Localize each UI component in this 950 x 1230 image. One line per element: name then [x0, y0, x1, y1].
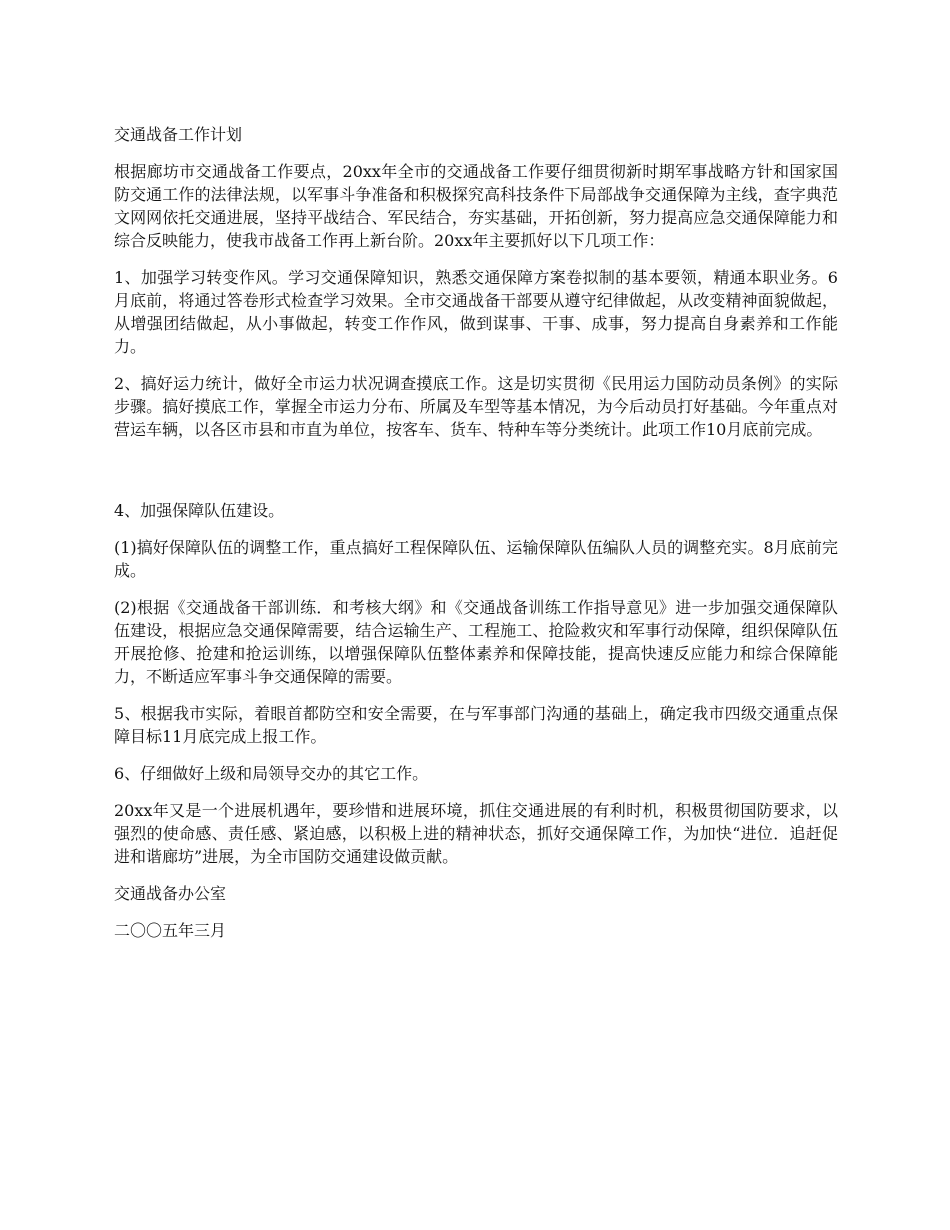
item-4-1-paragraph: (1)搞好保障队伍的调整工作，重点搞好工程保障队伍、运输保障队伍编队人员的调整充实。8月底前完成。: [114, 538, 838, 580]
item-4-2-paragraph: (2)根据《交通战备干部训练．和考核大纲》和《交通战备训练工作指导意见》进一步加强交通保障队伍建设，根据应急交通保障需要，结合运输生产、工程施工、抢险救灾和军事行动保障，组织保障队伍开展抢修、抢建和抢运训练，以增强保障队伍整体素养和保障技能，提高快速反应能力和综合保障能力，不断适应军事斗争交通保障的需要。: [114, 598, 838, 686]
document-body: [114, 123, 838, 956]
document-title: 交通战备工作计划: [114, 125, 243, 144]
item-5-paragraph: 5、根据我市实际，着眼首都防空和安全需要，在与军事部门沟通的基础上，确定我市四级交通重点保障目标11月底完成上报工作。: [114, 704, 838, 746]
item-1-paragraph: 1、加强学习转变作风。学习交通保障知识，熟悉交通保障方案卷拟制的基本要领，精通本职业务。6月底前，将通过答卷形式检查学习效果。全市交通战备干部要从遵守纪律做起，从改变精神面貌做起，从增强团结做起，从小事做起，转变工作作风，做到谋事、干事、成事，努力提高自身素养和工作能力。: [114, 268, 838, 356]
item-2-paragraph: 2、搞好运力统计，做好全市运力状况调查摸底工作。这是切实贯彻《民用运力国防动员条例》的实际步骤。搞好摸底工作，掌握全市运力分布、所属及车型等基本情况，为今后动员打好基础。今年重点对营运车辆，以各区市县和市直为单位，按客车、货车、特种车等分类统计。此项工作10月底前完成。: [114, 374, 838, 439]
signature: 交通战备办公室: [114, 884, 227, 903]
item-4-heading: 4、加强保障队伍建设。: [114, 501, 285, 520]
closing-paragraph: 20xx年又是一个进展机遇年，要珍惜和进展环境，抓住交通进展的有利时机，积极贯彻国防要求，以强烈的使命感、责任感、紧迫感，以积极上进的精神状态，抓好交通保障工作，为加快“进位．追赶促进和谐廊坊”进展，为全市国防交通建设做贡献。: [114, 801, 838, 866]
item-6-paragraph: 6、仔细做好上级和局领导交办的其它工作。: [114, 764, 429, 783]
document-date: 二〇〇五年三月: [114, 921, 227, 940]
blank-gap: [114, 455, 838, 499]
intro-paragraph: 根据廊坊市交通战备工作要点，20xx年全市的交通战备工作要仔细贯彻新时期军事战略方针和国家国防交通工作的法律法规，以军事斗争准备和积极探究高科技条件下局部战争交通保障为主线，查字典范文网网依托交通进展，坚持平战结合、军民结合，夯实基础，开拓创新，努力提高应急交通保障能力和综合反映能力，使我市战备工作再上新台阶。20xx年主要抓好以下几项工作：: [114, 162, 838, 250]
